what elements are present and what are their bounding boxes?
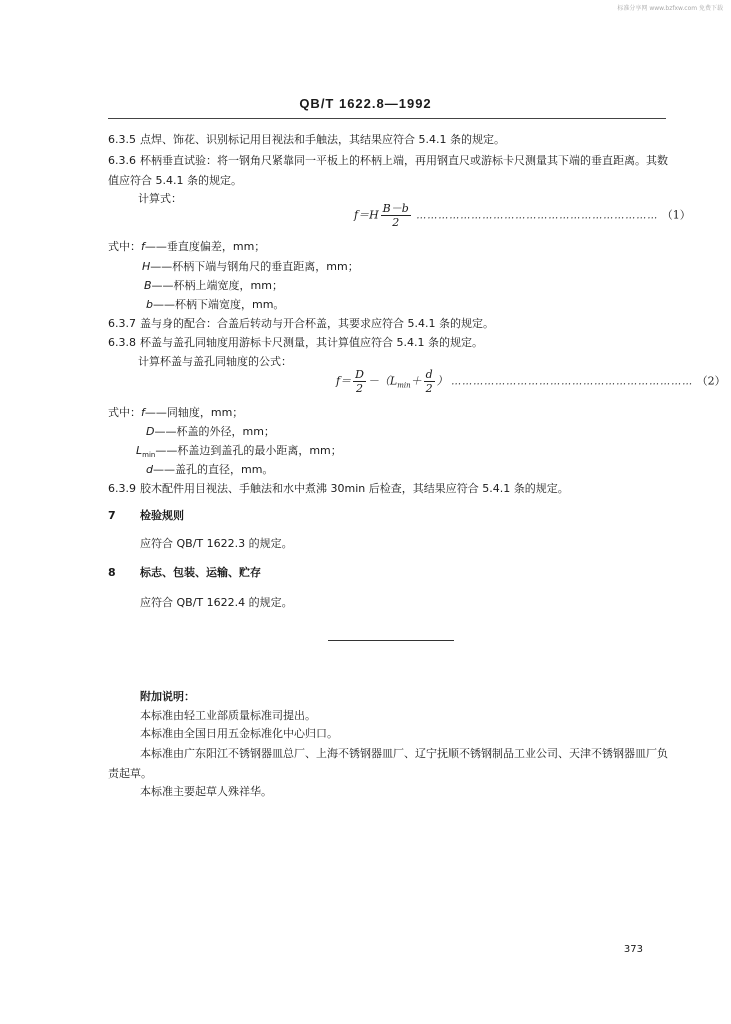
section-8-body: 应符合 QB/T 1622.4 的规定。 [140,596,293,609]
leader-dots: ………………………………………………………… [451,376,694,388]
symbol: D [146,425,155,438]
fraction-numerator: D [355,368,364,381]
symbol: f [141,240,145,253]
clause-text: 杯盖与盖孔同轴度用游标卡尺测量，其计算值应符合 5.4.1 条的规定。 [140,336,483,349]
symbol-desc: ——盖孔的直径，mm。 [152,463,274,476]
symbol-desc: ——杯柄下端与钢角尺的垂直距离，mm； [150,260,359,273]
section-8-heading [108,564,261,580]
where-intro-text: 式中： [108,240,141,253]
symbol-desc: ——杯盖边到盖孔的最小距离，mm； [155,444,342,457]
where-item [144,277,283,293]
clause-6-3-8 [108,334,483,350]
symbol-desc: ——杯柄上端宽度，mm； [151,279,283,292]
equation-number: （2） [696,374,726,388]
where-item [146,296,284,312]
clause-6-3-6 [108,151,668,191]
formula-1 [354,202,691,229]
formula-lmin: L [389,374,398,388]
appendix-line: 本标准主要起草人殊祥华。 [140,785,272,798]
clause-text: 杯柄垂直试验：将一钢角尺紧靠同一平板上的杯柄上端，再用钢直尺或游标卡尺测量其下端的垂直距离。其数值应符合 5.4.1 条的规定。 [108,154,668,187]
clause-text: 点焊、饰花、识别标记用目视法和手触法，其结果应符合 5.4.1 条的规定。 [140,133,505,146]
appendix-title: 附加说明： [140,690,195,703]
calc-label-1: 计算式： [138,192,182,205]
clause-number: 6.3.5 [108,133,136,146]
section-title: 检验规则 [140,509,184,522]
formula-minus: －（ [367,374,390,388]
clause-number: 6.3.9 [108,482,136,495]
section-number: 7 [108,509,116,522]
formula-fraction [353,368,366,395]
page-number: 373 [623,944,643,955]
formula-eq: ＝ [358,208,370,222]
where-item [142,258,359,274]
symbol-subscript: min [142,451,156,460]
symbol-desc: ——杯盖的外径，mm； [154,425,275,438]
formula-eq: ＝ [340,374,352,388]
watermark: 标准分享网 www.bzfxw.com 免费下载 [617,5,723,12]
clause-text: 盖与身的配合：合盖后转动与开合杯盖，其要求应符合 5.4.1 条的规定。 [140,317,494,330]
formula-lhs: f [336,374,341,388]
formula-fraction [424,368,435,395]
header-rule [108,118,666,119]
clause-number: 6.3.7 [108,317,136,330]
fraction-denominator: 2 [355,382,363,395]
clause-number: 6.3.6 [108,154,136,167]
end-separator [328,640,454,641]
clause-text: 胶木配件用目视法、手触法和水中煮沸 30min 后检查，其结果应符合 5.4.1 条的规定。 [140,482,569,495]
section-number: 8 [108,566,116,579]
page-header: QB/T 1622.8—1992 [299,96,432,111]
equation-number: （1） [661,208,691,222]
appendix-line: 本标准由轻工业部质量标准司提出。 [140,709,316,722]
formula-plus: ＋ [410,374,422,388]
formula-lhs: f [354,208,359,222]
where-intro-2 [108,404,243,420]
calc-label-2: 计算杯盖与盖孔同轴度的公式： [138,355,292,368]
section-7-heading [108,507,184,523]
where-item [146,423,275,439]
section-title: 标志、包装、运输、贮存 [140,566,261,579]
fraction-denominator: 2 [392,216,400,229]
section-7-body: 应符合 QB/T 1622.3 的规定。 [140,537,293,550]
symbol: B [144,279,152,292]
formula-lmin-sub: min [397,381,411,390]
symbol-desc: ——同轴度，mm； [144,406,244,419]
symbol: H [142,260,151,273]
fraction-numerator: d [425,368,433,381]
clause-6-3-7 [108,315,494,331]
where-item [136,442,342,459]
where-intro-1 [108,238,265,254]
fraction-numerator: B－b [382,202,409,215]
leader-dots: ………………………………………………………… [416,210,659,222]
symbol: L [136,444,143,457]
formula-h: H [369,208,379,222]
appendix-line: 本标准由全国日用五金标准化中心归口。 [140,727,338,740]
where-item [146,461,273,477]
formula-close: ） [436,374,448,388]
symbol-desc: ——垂直度偏差，mm； [144,240,266,253]
symbol: d [146,463,153,476]
clause-number: 6.3.8 [108,336,136,349]
symbol-desc: ——杯柄下端宽度，mm。 [152,298,285,311]
appendix-line: 本标准由广东阳江不锈钢器皿总厂、上海不锈钢器皿厂、辽宁抚顺不锈钢制品工业公司、天津不锈钢器皿厂负责起草。 [108,747,668,780]
symbol: f [141,406,145,419]
where-intro-text: 式中： [108,406,141,419]
clause-6-3-5 [108,131,505,147]
fraction-denominator: 2 [425,382,433,395]
clause-6-3-9 [108,480,569,496]
symbol: b [146,298,153,311]
formula-fraction [381,202,411,229]
formula-2 [336,368,726,395]
